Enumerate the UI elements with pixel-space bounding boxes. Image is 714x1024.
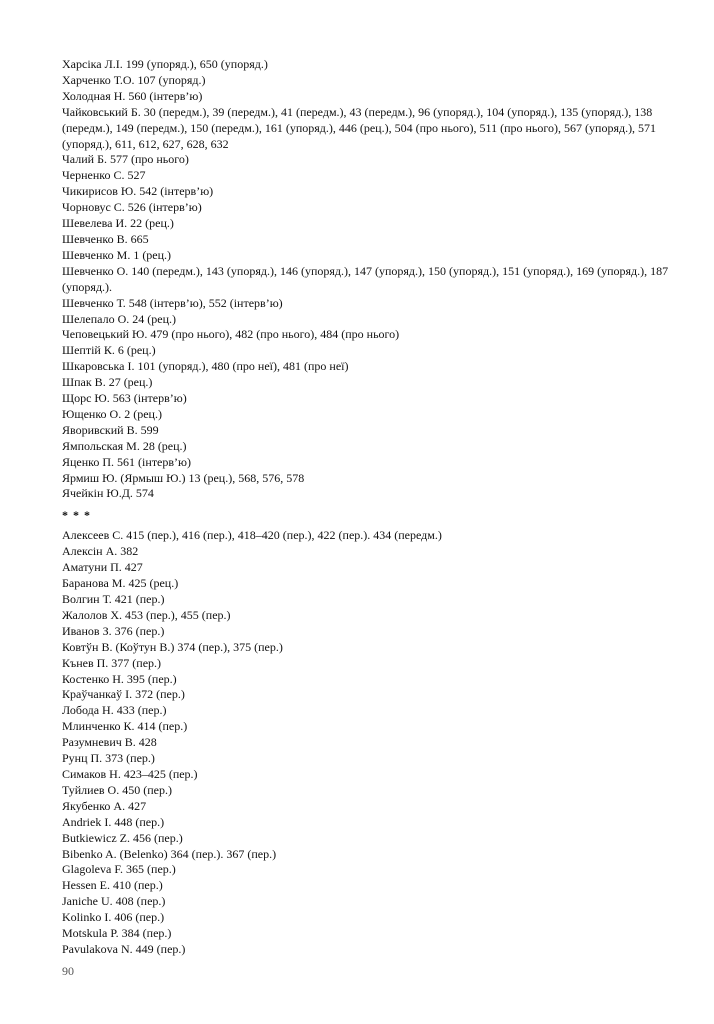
index-entry: Аматуни П. 427 — [62, 560, 143, 575]
index-entry: Bibenko A. (Belenko) 364 (пер.). 367 (пер.) — [62, 846, 277, 861]
index-entry: Pavulakova N. 449 (пер.) — [62, 941, 186, 956]
index-entry: Шевченко Т. 548 (інтерв’ю), 552 (інтерв’ю) — [62, 295, 283, 310]
index-entry: Glagoleva F. 365 (пер.) — [62, 862, 176, 877]
index-entry: Разумневич В. 428 — [62, 735, 157, 750]
index-list-part2 — [62, 528, 692, 957]
index-entry: Чалий Б. 577 (про нього) — [62, 152, 189, 167]
index-entry: Шкаровська І. 101 (упоряд.), 480 (про неї), 481 (про неї) — [62, 359, 349, 374]
index-entry: Туйлиев О. 450 (пер.) — [62, 782, 172, 797]
index-entry: Чеповецький Ю. 479 (про нього), 482 (про нього), 484 (про нього) — [62, 327, 400, 342]
index-entry: Баранова М. 425 (рец.) — [62, 576, 179, 591]
index-entry: Рунц П. 373 (пер.) — [62, 751, 155, 766]
index-entry: Краўчанкаў І. 372 (пер.) — [62, 687, 185, 702]
index-entry: Щорс Ю. 563 (інтерв’ю) — [62, 391, 187, 406]
index-entry: Чорновус С. 526 (інтерв’ю) — [62, 200, 202, 215]
index-entry: Кънев П. 377 (пер.) — [62, 655, 162, 670]
index-entry: Шевченко В. 665 — [62, 231, 149, 246]
index-entry: Ковтўн В. (Коўтун В.) 374 (пер.), 375 (пер.) — [62, 639, 283, 654]
index-entry: Черненко С. 527 — [62, 168, 146, 183]
index-entry: Шевелева И. 22 (рец.) — [62, 216, 174, 231]
page-number: 90 — [62, 964, 74, 978]
index-entry: Шелепало О. 24 (рец.) — [62, 311, 176, 326]
index-entry: Харченко Т.О. 107 (упоряд.) — [62, 72, 206, 87]
index-entry: Харсіка Л.І. 199 (упоряд.), 650 (упоряд.) — [62, 57, 268, 71]
index-entry: Млинченко К. 414 (пер.) — [62, 719, 188, 734]
index-entry: Алексін А. 382 — [62, 544, 139, 559]
index-entry: Шептій К. 6 (рец.) — [62, 343, 156, 358]
index-entry: Kolinko I. 406 (пер.) — [62, 910, 165, 925]
index-entry: Motskula P. 384 (пер.) — [62, 926, 172, 941]
index-entry: Яворивский В. 599 — [62, 422, 159, 437]
section-separator: * * * — [62, 508, 91, 523]
index-entry: Ярмиш Ю. (Ярмыш Ю.) 13 (рец.), 568, 576, 578 — [62, 470, 305, 485]
index-page — [62, 57, 692, 958]
index-entry: Лобода Н. 433 (пер.) — [62, 703, 167, 718]
index-entry: Волгин Т. 421 (пер.) — [62, 592, 165, 606]
index-entry: Шевченко О. 140 (передм.), 143 (упоряд.), 146 (упоряд.), 147 (упоряд.), 150 (упоряд.), 151 (упоряд.), 169 (упоряд.), 187 (упоряд.). — [62, 263, 669, 294]
index-entry: Ячейкін Ю.Д. 574 — [62, 486, 154, 501]
index-entry: Костенко Н. 395 (пер.) — [62, 671, 177, 686]
index-entry: Холодная Н. 560 (інтерв’ю) — [62, 88, 203, 103]
index-entry: Шевченко М. 1 (рец.) — [62, 247, 172, 262]
index-entry: Ющенко О. 2 (рец.) — [62, 406, 162, 421]
index-entry: Жалолов Х. 453 (пер.), 455 (пер.) — [62, 607, 231, 622]
index-entry: Симаков Н. 423–425 (пер.) — [62, 766, 198, 781]
index-entry: Andriek I. 448 (пер.) — [62, 814, 165, 829]
index-entry: Butkiewicz Z. 456 (пер.) — [62, 830, 183, 845]
index-entry: Janiche U. 408 (пер.) — [62, 894, 166, 909]
index-entry: Чайковський Б. 30 (передм.), 39 (передм.), 41 (передм.), 43 (передм.), 96 (упоряд.), 104 (упоряд.), 135 (упоряд.), 138 (передм.), 149 (передм.), 150 (передм.), 161 (упоряд.), 446 (рец.), 504 (про нього), 511 (про нього), 567 (упоряд.), 571 (упоряд.), 611, 612, 627, 628, 632 — [62, 104, 657, 151]
index-entry: Иванов З. 376 (пер.) — [62, 623, 165, 638]
index-entry: Якубенко А. 427 — [62, 798, 147, 813]
index-entry: Чикирисов Ю. 542 (інтерв’ю) — [62, 184, 214, 199]
index-entry: Яценко П. 561 (інтерв’ю) — [62, 454, 192, 469]
index-entry: Ямпольская М. 28 (рец.) — [62, 438, 187, 453]
index-entry: Hessen E. 410 (пер.) — [62, 878, 163, 893]
index-entry: Шпак В. 27 (рец.) — [62, 375, 153, 390]
index-list-part1 — [62, 57, 692, 502]
index-entry: Алексеев С. 415 (пер.), 416 (пер.), 418–420 (пер.), 422 (пер.). 434 (передм.) — [62, 528, 442, 543]
